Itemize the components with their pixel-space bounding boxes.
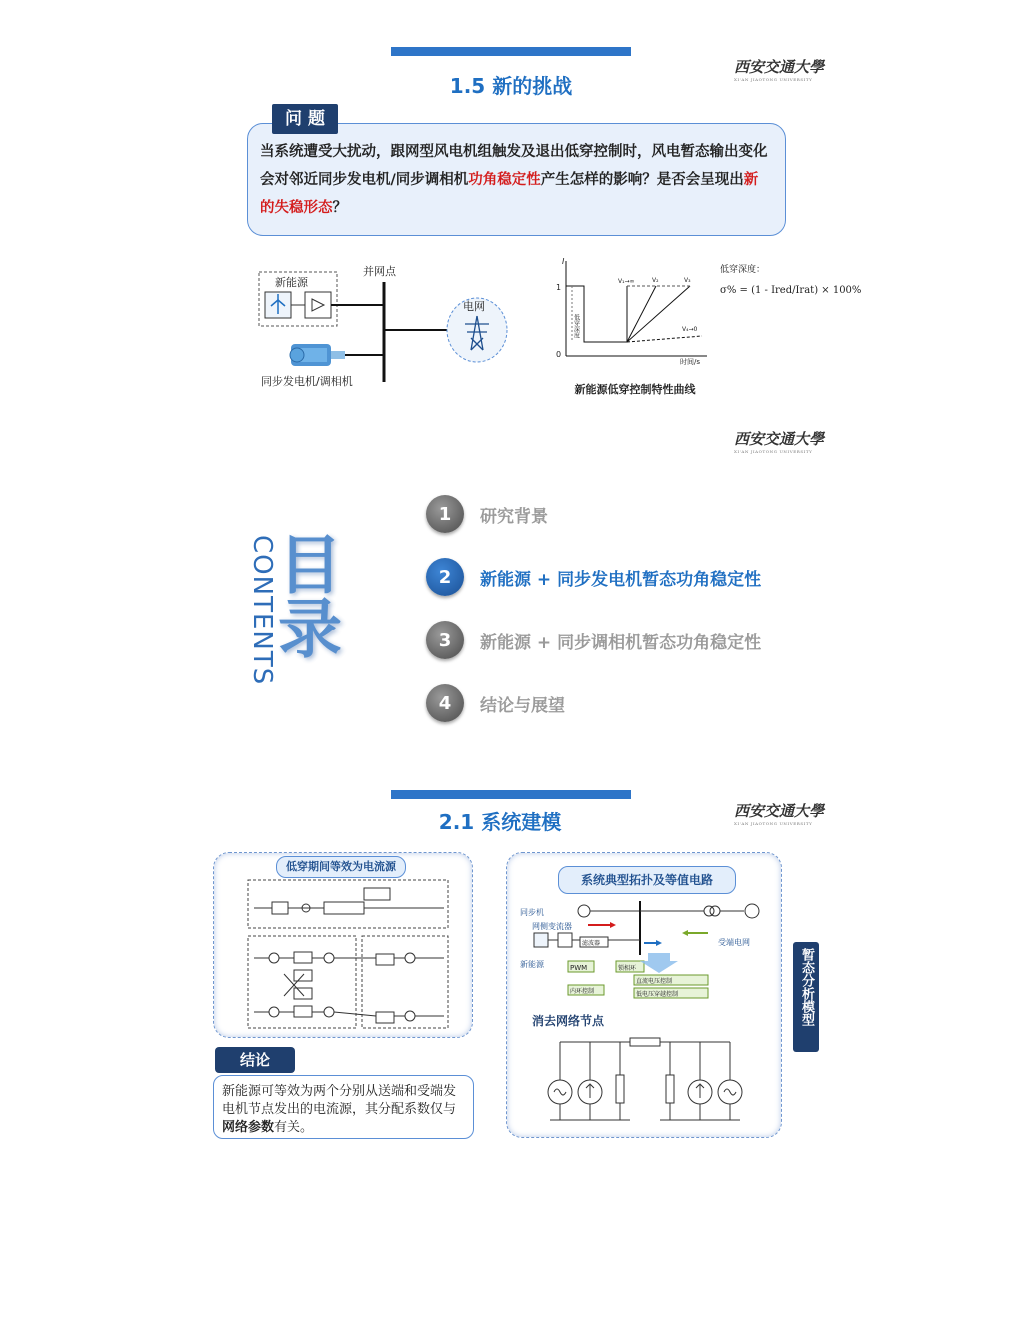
curve-zero-label: 0 — [556, 350, 562, 359]
toc-list — [426, 494, 846, 723]
converter-icon — [305, 292, 331, 318]
question-text-3: ？ — [332, 200, 347, 216]
sync-gen-label: 同步机 — [520, 908, 544, 917]
curve-x-axis: 时间/s — [680, 358, 701, 366]
slide1-bottom-logo — [734, 428, 824, 454]
curve-one-label: 1 — [556, 283, 562, 292]
logo-subtext: XI'AN JIAOTONG UNIVERSITY — [734, 77, 813, 82]
equivalent-circuit-diagram — [530, 1030, 760, 1130]
motor-icon — [290, 344, 345, 366]
pll-label: 锁相环 — [618, 965, 637, 972]
lvrt-control-label: 低电压穿越控制 — [636, 991, 679, 998]
conclusion-text-1: 新能源可等效为两个分别从送端和受端发电机节点发出的电流源，其分配系数仅与 — [222, 1084, 457, 1117]
question-box — [247, 123, 786, 236]
toc-big-characters: 目录 — [267, 531, 341, 659]
toc-item-1[interactable] — [426, 494, 846, 534]
node-elimination-label: 消去网络节点 — [532, 1014, 605, 1028]
toc-heading — [245, 525, 360, 710]
sync-gen-symbol — [578, 905, 590, 917]
slide1-title: 1.5 新的挑战 — [449, 74, 573, 98]
curve-caption: 新能源低穿控制特性曲线 — [574, 383, 696, 396]
logo-text: 西安交通大學 — [734, 58, 825, 76]
curve-y-axis: I — [562, 257, 565, 266]
question-highlight-1: 功角稳定性 — [468, 172, 541, 188]
toc-number-1: 1 — [426, 495, 464, 533]
grid-connection-diagram — [255, 262, 515, 392]
new-energy-label: 新能源 — [520, 960, 544, 969]
question-text-1: 当系统遭受大扰动，跟网型风电机组触发及退出低穿控制时，风电暂态输出变化会对邻近同步发电机/同步调相机 — [260, 144, 768, 188]
wind-turbine-icon — [534, 933, 548, 947]
lvrt-formula: σ% = (1 - Ired/Irat) × 100% — [720, 285, 862, 296]
system-topology-diagram — [518, 895, 774, 1005]
control-block-diagram — [244, 876, 458, 1032]
toc-number-3: 3 — [426, 621, 464, 659]
logo-text: 西安交通大學 — [734, 802, 825, 820]
formula-title: 低穿深度： — [720, 265, 766, 275]
logo-subtext: XI'AN JIAOTONG UNIVERSITY — [734, 821, 813, 826]
grid-label: 电网 — [463, 300, 485, 313]
dc-voltage-control-label: 直流电压控制 — [636, 978, 673, 985]
v3-label: V₃ — [684, 277, 691, 284]
sync-gen-label: 同步发电机/调相机 — [261, 375, 353, 388]
v4-label: V₄→0 — [682, 326, 698, 333]
new-energy-label: 新能源 — [275, 276, 308, 289]
logo-text: 西安交通大學 — [734, 430, 825, 448]
side-tag-text: 暂态分析模型 — [799, 948, 814, 1026]
v2-label: V₂ — [652, 277, 659, 284]
question-tag: 问 题 — [272, 104, 338, 134]
pwm-label: PWM — [570, 964, 588, 972]
toc-label-1: 研究背景 — [480, 506, 548, 527]
infinite-bus-symbol — [745, 904, 759, 918]
toc-number-4: 4 — [426, 684, 464, 722]
pcc-label: 并网点 — [363, 265, 396, 278]
toc-latin-label: CONTENTS — [247, 535, 277, 686]
slide1-top-bar — [391, 47, 631, 56]
down-arrow-icon — [640, 953, 678, 973]
right-panel-title: 系统典型拓扑及等值电路 — [558, 866, 736, 894]
transient-model-side-tag — [793, 942, 819, 1052]
filter-label: 滤波器 — [582, 940, 601, 947]
toc-label-3: 新能源 + 同步调相机暂态功角稳定性 — [480, 632, 762, 653]
logo-subtext: XI'AN JIAOTONG UNIVERSITY — [734, 449, 813, 454]
conclusion-tag: 结论 — [215, 1047, 295, 1073]
toc-label-2: 新能源 + 同步发电机暂态功角稳定性 — [480, 569, 762, 590]
question-highlight-2: 新的失稳形态 — [260, 172, 759, 216]
conclusion-box — [213, 1075, 474, 1139]
inner-loop-label: 内环控制 — [570, 988, 595, 995]
v1-label: V₁→∞ — [618, 278, 635, 285]
infinite-bus-label: 受端电网 — [718, 938, 750, 947]
toc-label-4: 结论与展望 — [480, 695, 565, 716]
toc-number-2: 2 — [426, 558, 464, 596]
slide3-top-bar — [391, 790, 631, 799]
converter-icon — [558, 933, 572, 947]
lvrt-characteristic-curve — [552, 256, 712, 366]
slide3-university-logo — [734, 800, 824, 826]
slide3-title: 2.1 系统建模 — [438, 810, 562, 834]
toc-item-2[interactable] — [426, 557, 846, 597]
depth-label: 低穿深度 — [572, 314, 580, 338]
converter-label: 网侧变流器 — [532, 922, 572, 931]
conclusion-text-2: 有关。 — [274, 1120, 314, 1135]
left-panel-title: 低穿期间等效为电流源 — [276, 856, 406, 878]
slide1-university-logo — [734, 56, 824, 82]
toc-item-3[interactable] — [426, 620, 846, 660]
conclusion-bold: 网络参数 — [222, 1120, 275, 1135]
question-text-2: 产生怎样的影响？是否会呈现出 — [540, 172, 744, 188]
toc-item-4[interactable] — [426, 683, 846, 723]
